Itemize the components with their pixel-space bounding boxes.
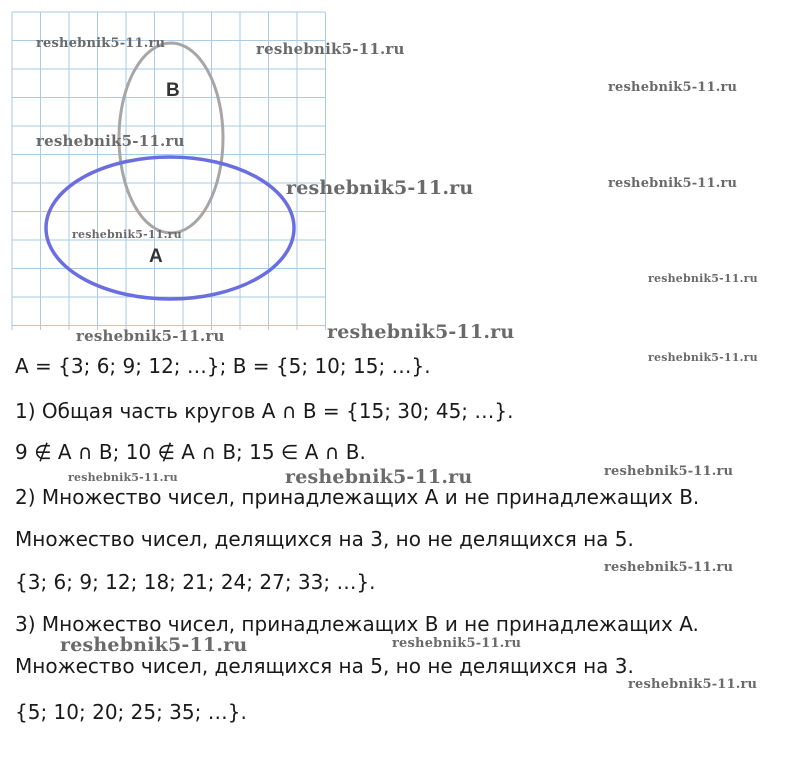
question-3-explanation: Множество чисел, делящихся на 5, но не делящихся на 3. <box>15 654 634 678</box>
question-2-explanation: Множество чисел, делящихся на 3, но не делящихся на 5. <box>15 527 634 551</box>
watermark: reshebnik5-11.ru <box>392 636 522 651</box>
watermark: reshebnik5-11.ru <box>286 177 474 199</box>
watermark: reshebnik5-11.ru <box>327 321 515 343</box>
watermark: reshebnik5-11.ru <box>608 80 738 95</box>
watermark: reshebnik5-11.ru <box>36 36 166 51</box>
watermark: reshebnik5-11.ru <box>628 677 758 692</box>
watermark: reshebnik5-11.ru <box>36 132 185 150</box>
watermark: reshebnik5-11.ru <box>604 560 734 575</box>
watermark: reshebnik5-11.ru <box>604 464 734 479</box>
grid <box>12 12 326 330</box>
question-2-answer: {3; 6; 9; 12; 18; 21; 24; 27; 33; …}. <box>15 570 376 594</box>
watermark: reshebnik5-11.ru <box>256 40 405 58</box>
question-2-line: 2) Множество чисел, принадлежащих A и не принадлежащих B. <box>15 485 700 509</box>
set-a-label: A <box>149 246 163 267</box>
question-3-answer: {5; 10; 20; 25; 35; …}. <box>15 700 247 724</box>
watermark: reshebnik5-11.ru <box>285 466 473 488</box>
question-3-line: 3) Множество чисел, принадлежащих B и не принадлежащих A. <box>15 612 699 636</box>
sets-definition-line: A = {3; 6; 9; 12; …}; B = {5; 10; 15; …}. <box>15 354 431 378</box>
membership-line: 9 ∉ A ∩ B; 10 ∉ A ∩ B; 15 ∈ A ∩ B. <box>15 440 366 464</box>
watermark: reshebnik5-11.ru <box>68 471 178 484</box>
watermark: reshebnik5-11.ru <box>72 228 182 241</box>
watermark: reshebnik5-11.ru <box>76 327 225 345</box>
watermark: reshebnik5-11.ru <box>60 634 248 656</box>
set-b-label: B <box>166 80 180 101</box>
watermark: reshebnik5-11.ru <box>648 351 758 364</box>
watermark: reshebnik5-11.ru <box>608 176 738 191</box>
intersection-line: 1) Общая часть кругов A ∩ B = {15; 30; 45; …}. <box>15 399 514 423</box>
watermark: reshebnik5-11.ru <box>648 272 758 285</box>
